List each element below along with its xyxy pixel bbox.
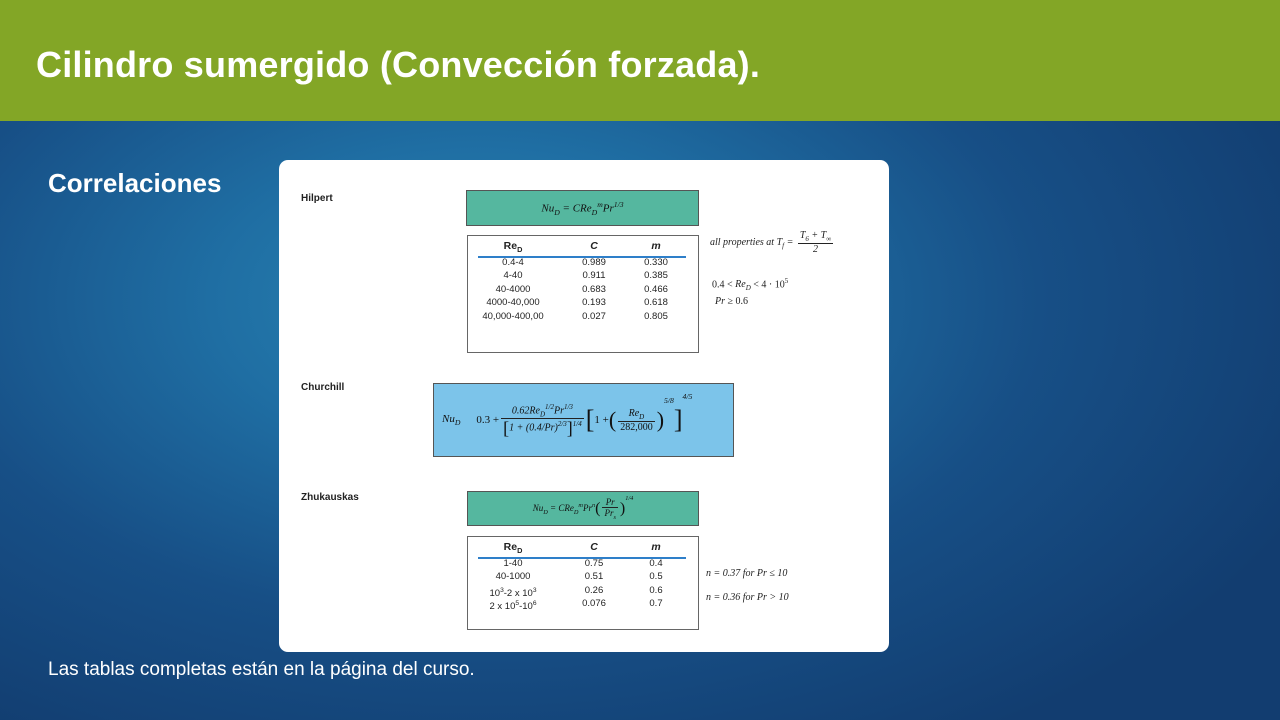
table-cell: 0.683: [582, 283, 606, 295]
film-temperature-note: all properties at $T_f$ = $\frac{T_6 + T_\infty}{2}$: [710, 230, 832, 255]
section-heading: Correlaciones: [48, 168, 222, 198]
table-cell: 0.911: [582, 270, 606, 282]
table-cell: 40-4000: [495, 283, 531, 295]
table-cell: 0.027: [582, 310, 606, 322]
table-cell: 0.193: [582, 297, 606, 309]
zhukauskas-col-m: [626, 537, 686, 611]
zhukauskas-note-high-pr: n = 0.36 for Pr > 10: [706, 592, 789, 603]
zhukauskas-label: Zhukauskas: [301, 492, 359, 503]
slide-title: Cilindro sumergido (Convección forzada).: [36, 44, 761, 85]
table-cell: 0.989: [582, 257, 606, 268]
col-header: C: [590, 240, 598, 252]
table-cell: $10^3-2$ x $10^3$: [489, 586, 537, 599]
col-header: $Re_D$: [503, 240, 523, 255]
table-cell: 0.330: [644, 257, 668, 268]
hilpert-equation: $Nu_D = CRe_D^mPr^{1/3}$: [466, 190, 699, 226]
table-cell: 0.385: [644, 270, 668, 282]
table-cell: 4-40: [503, 270, 523, 282]
reynolds-range-note: $0.4 < Re_D < 4 \cdot 10^5$: [712, 277, 789, 293]
table-cell: 0.618: [644, 297, 668, 309]
table-cell: 0.805: [644, 310, 668, 322]
table-cell: 0.4-4: [502, 257, 524, 268]
table-cell: 2 x $10^5-10^6$: [489, 600, 537, 613]
table-cell: 0.51: [584, 571, 604, 583]
col-header: $Re_D$: [503, 541, 523, 556]
title-bar: [0, 0, 1280, 121]
table-cell: 1-40: [503, 558, 523, 569]
hilpert-table: [467, 235, 699, 353]
zhukauskas-note-low-pr: n = 0.37 for Pr ≤ 10: [706, 568, 788, 579]
table-cell: 0.466: [644, 283, 668, 295]
correlations-figure: [279, 160, 889, 652]
col-header: m: [651, 240, 661, 252]
table-cell: 0.4: [649, 558, 663, 569]
table-cell: 0.5: [649, 571, 663, 583]
churchill-label: Churchill: [301, 382, 345, 393]
col-header: m: [651, 541, 661, 553]
hilpert-col-re: [472, 236, 554, 323]
hilpert-col-c: [564, 236, 624, 323]
note-prefix: all properties at: [710, 236, 775, 248]
footer-note: Las tablas completas están en la página del curso.: [48, 659, 475, 680]
hilpert-col-m: [626, 236, 686, 323]
table-cell: 0.75: [584, 558, 604, 569]
table-cell: 0.076: [582, 598, 606, 610]
zhukauskas-table: [467, 536, 699, 630]
zhukauskas-col-c: [564, 537, 624, 611]
col-header: C: [590, 541, 598, 553]
prandtl-range-note: Pr ≥ 0.6: [715, 296, 748, 307]
table-cell: 40-1000: [495, 571, 531, 583]
zhukauskas-col-re: [472, 537, 554, 611]
zhukauskas-equation: $Nu_D = CRe_D^mPr^n$ ( $\frac{Pr}{Pr_s}$ ) $^{1/4}$: [467, 491, 699, 526]
table-cell: 4000-40,000: [486, 297, 540, 309]
table-cell: 0.7: [649, 598, 663, 610]
table-cell: 40,000-400,00: [482, 310, 544, 322]
hilpert-label: Hilpert: [301, 193, 333, 204]
table-cell: 0.26: [584, 584, 604, 596]
churchill-equation: $Nu_D$ 0.3 + $\frac{0.62Re_D^{1/2}Pr^{1/3}}{[1 + (0.4/Pr)^{2/3}]^{1/4}}$ [ 1 + ( $\frac{Re_D}{282,000}$ ) 5/8 ] 4/5: [433, 383, 734, 457]
table-cell: 0.6: [649, 584, 663, 596]
